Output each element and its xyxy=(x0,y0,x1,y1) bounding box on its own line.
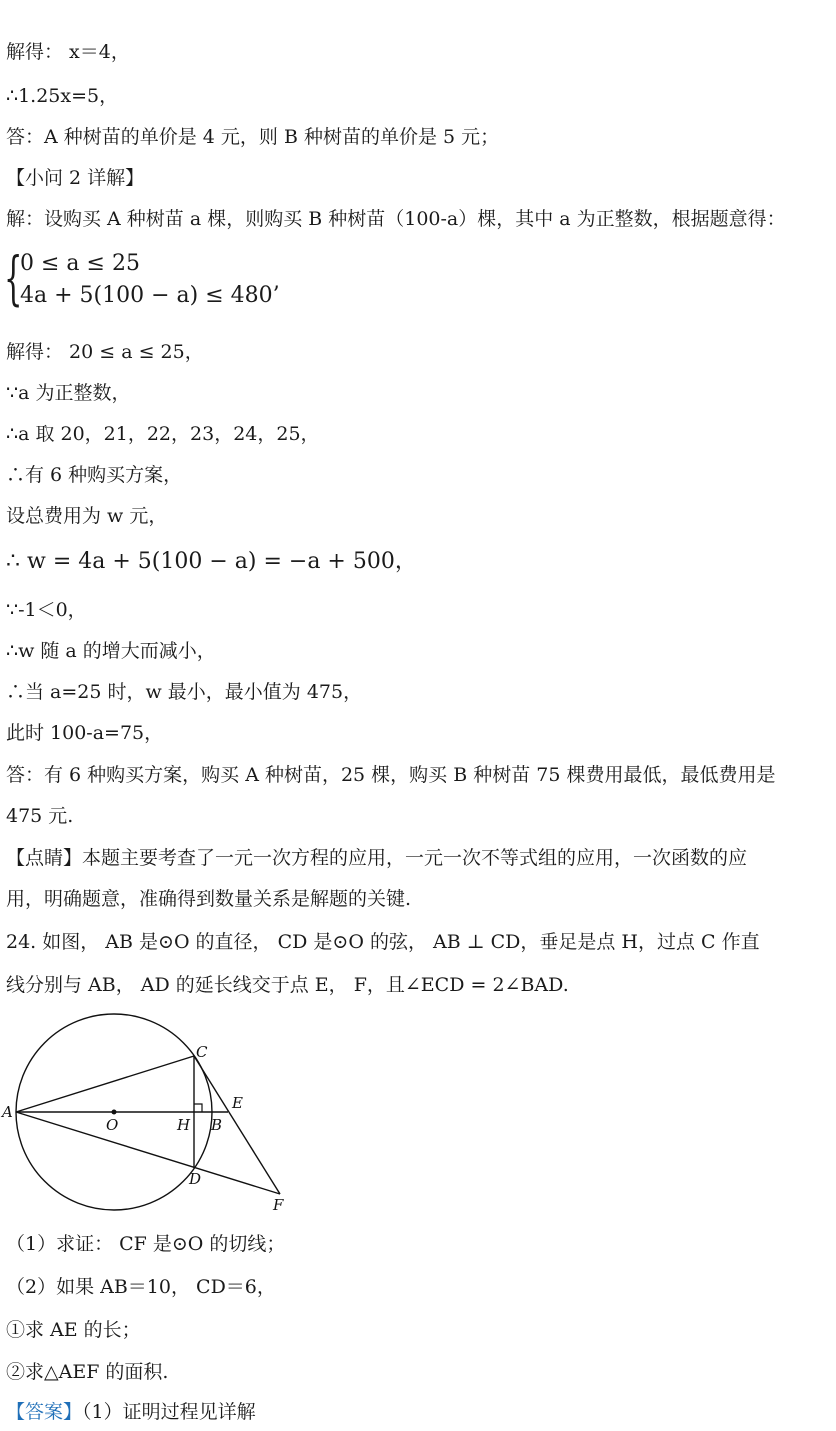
segment-ac xyxy=(16,1056,194,1112)
geometry-figure xyxy=(0,1010,836,1230)
problem-24-line1: 24. 如图， AB 是⊙O 的直径， CD 是⊙O 的弦， AB ⊥ CD，垂足是点 H，过点 C 作直 xyxy=(6,931,760,953)
cost-function: ∴ w = 4a + 5(100 − a) = −a + 500， xyxy=(6,549,417,574)
problem-24-line2: 线分别与 AB， AD 的延长线交于点 E， F，且∠ECD = 2∠BAD. xyxy=(6,974,569,996)
solution-line-1: 解得： x＝4， xyxy=(6,41,130,63)
minimum-value: ∴当 a=25 时，w 最小，最小值为 475， xyxy=(6,681,363,703)
answer-part1: 答：A 种树苗的单价是 4 元，则 B 种树苗的单价是 5 元； xyxy=(6,126,500,148)
subquestion-2-header: 【小问 2 详解】 xyxy=(6,167,145,189)
inequality-row-1: 0 ≤ a ≤ 25 xyxy=(20,251,140,276)
solution-range: 解得： 20 ≤ a ≤ 25， xyxy=(6,341,204,363)
answer-text: （1）证明过程见详解 xyxy=(82,1401,256,1423)
solution-line-2: ∴1.25x=5， xyxy=(6,85,119,107)
label-d: D xyxy=(189,1170,202,1188)
right-angle-mark xyxy=(194,1104,202,1112)
cost-definition: 设总费用为 w 元， xyxy=(6,505,168,527)
final-answer-line1: 答：有 6 种购买方案，购买 A 种树苗，25 棵，购买 B 种树苗 75 棵费用最低，最低费用是 xyxy=(6,764,776,786)
b-quantity: 此时 100-a=75， xyxy=(6,722,164,744)
final-answer-line2: 475 元. xyxy=(6,805,74,827)
label-e: E xyxy=(232,1094,243,1112)
segment-af xyxy=(16,1112,280,1194)
inequality-row-2: 4a + 5(100 − a) ≤ 480’ xyxy=(20,283,280,308)
question-2b: ②求△AEF 的面积. xyxy=(6,1361,169,1383)
answer-tag: 【答案】 xyxy=(6,1401,83,1423)
integer-note: ∵a 为正整数， xyxy=(6,382,131,404)
solution-setup: 解：设购买 A 种树苗 a 棵，则购买 B 种树苗（100-a）棵，其中 a 为正整数，根据题意得： xyxy=(6,208,786,230)
label-o: O xyxy=(106,1116,119,1134)
monotonic-note: ∴w 随 a 的增大而减小， xyxy=(6,640,216,662)
comment-line1: 【点睛】本题主要考查了一元一次方程的应用，一元一次不等式组的应用，一次函数的应 xyxy=(6,847,748,869)
inequality-system xyxy=(4,244,324,316)
plan-count: ∴有 6 种购买方案， xyxy=(6,464,183,486)
label-h: H xyxy=(177,1116,191,1134)
comment-line2: 用，明确题意，准确得到数量关系是解题的关键. xyxy=(6,888,412,910)
segment-cf xyxy=(194,1056,280,1194)
label-c: C xyxy=(196,1043,208,1061)
question-2a: ①求 AE 的长； xyxy=(6,1319,141,1341)
answer-line xyxy=(6,1400,830,1424)
label-b: B xyxy=(211,1116,223,1134)
question-2: （2）如果 AB＝10， CD＝6， xyxy=(6,1276,276,1298)
label-f: F xyxy=(273,1196,284,1214)
center-point xyxy=(112,1110,117,1115)
slope-sign: ∵-1＜0， xyxy=(6,599,87,621)
values-list: ∴a 取 20，21，22，23，24，25， xyxy=(6,423,320,445)
label-a: A xyxy=(2,1103,13,1121)
question-1: （1）求证： CF 是⊙O 的切线； xyxy=(6,1233,286,1255)
system-brace: { xyxy=(4,244,23,312)
